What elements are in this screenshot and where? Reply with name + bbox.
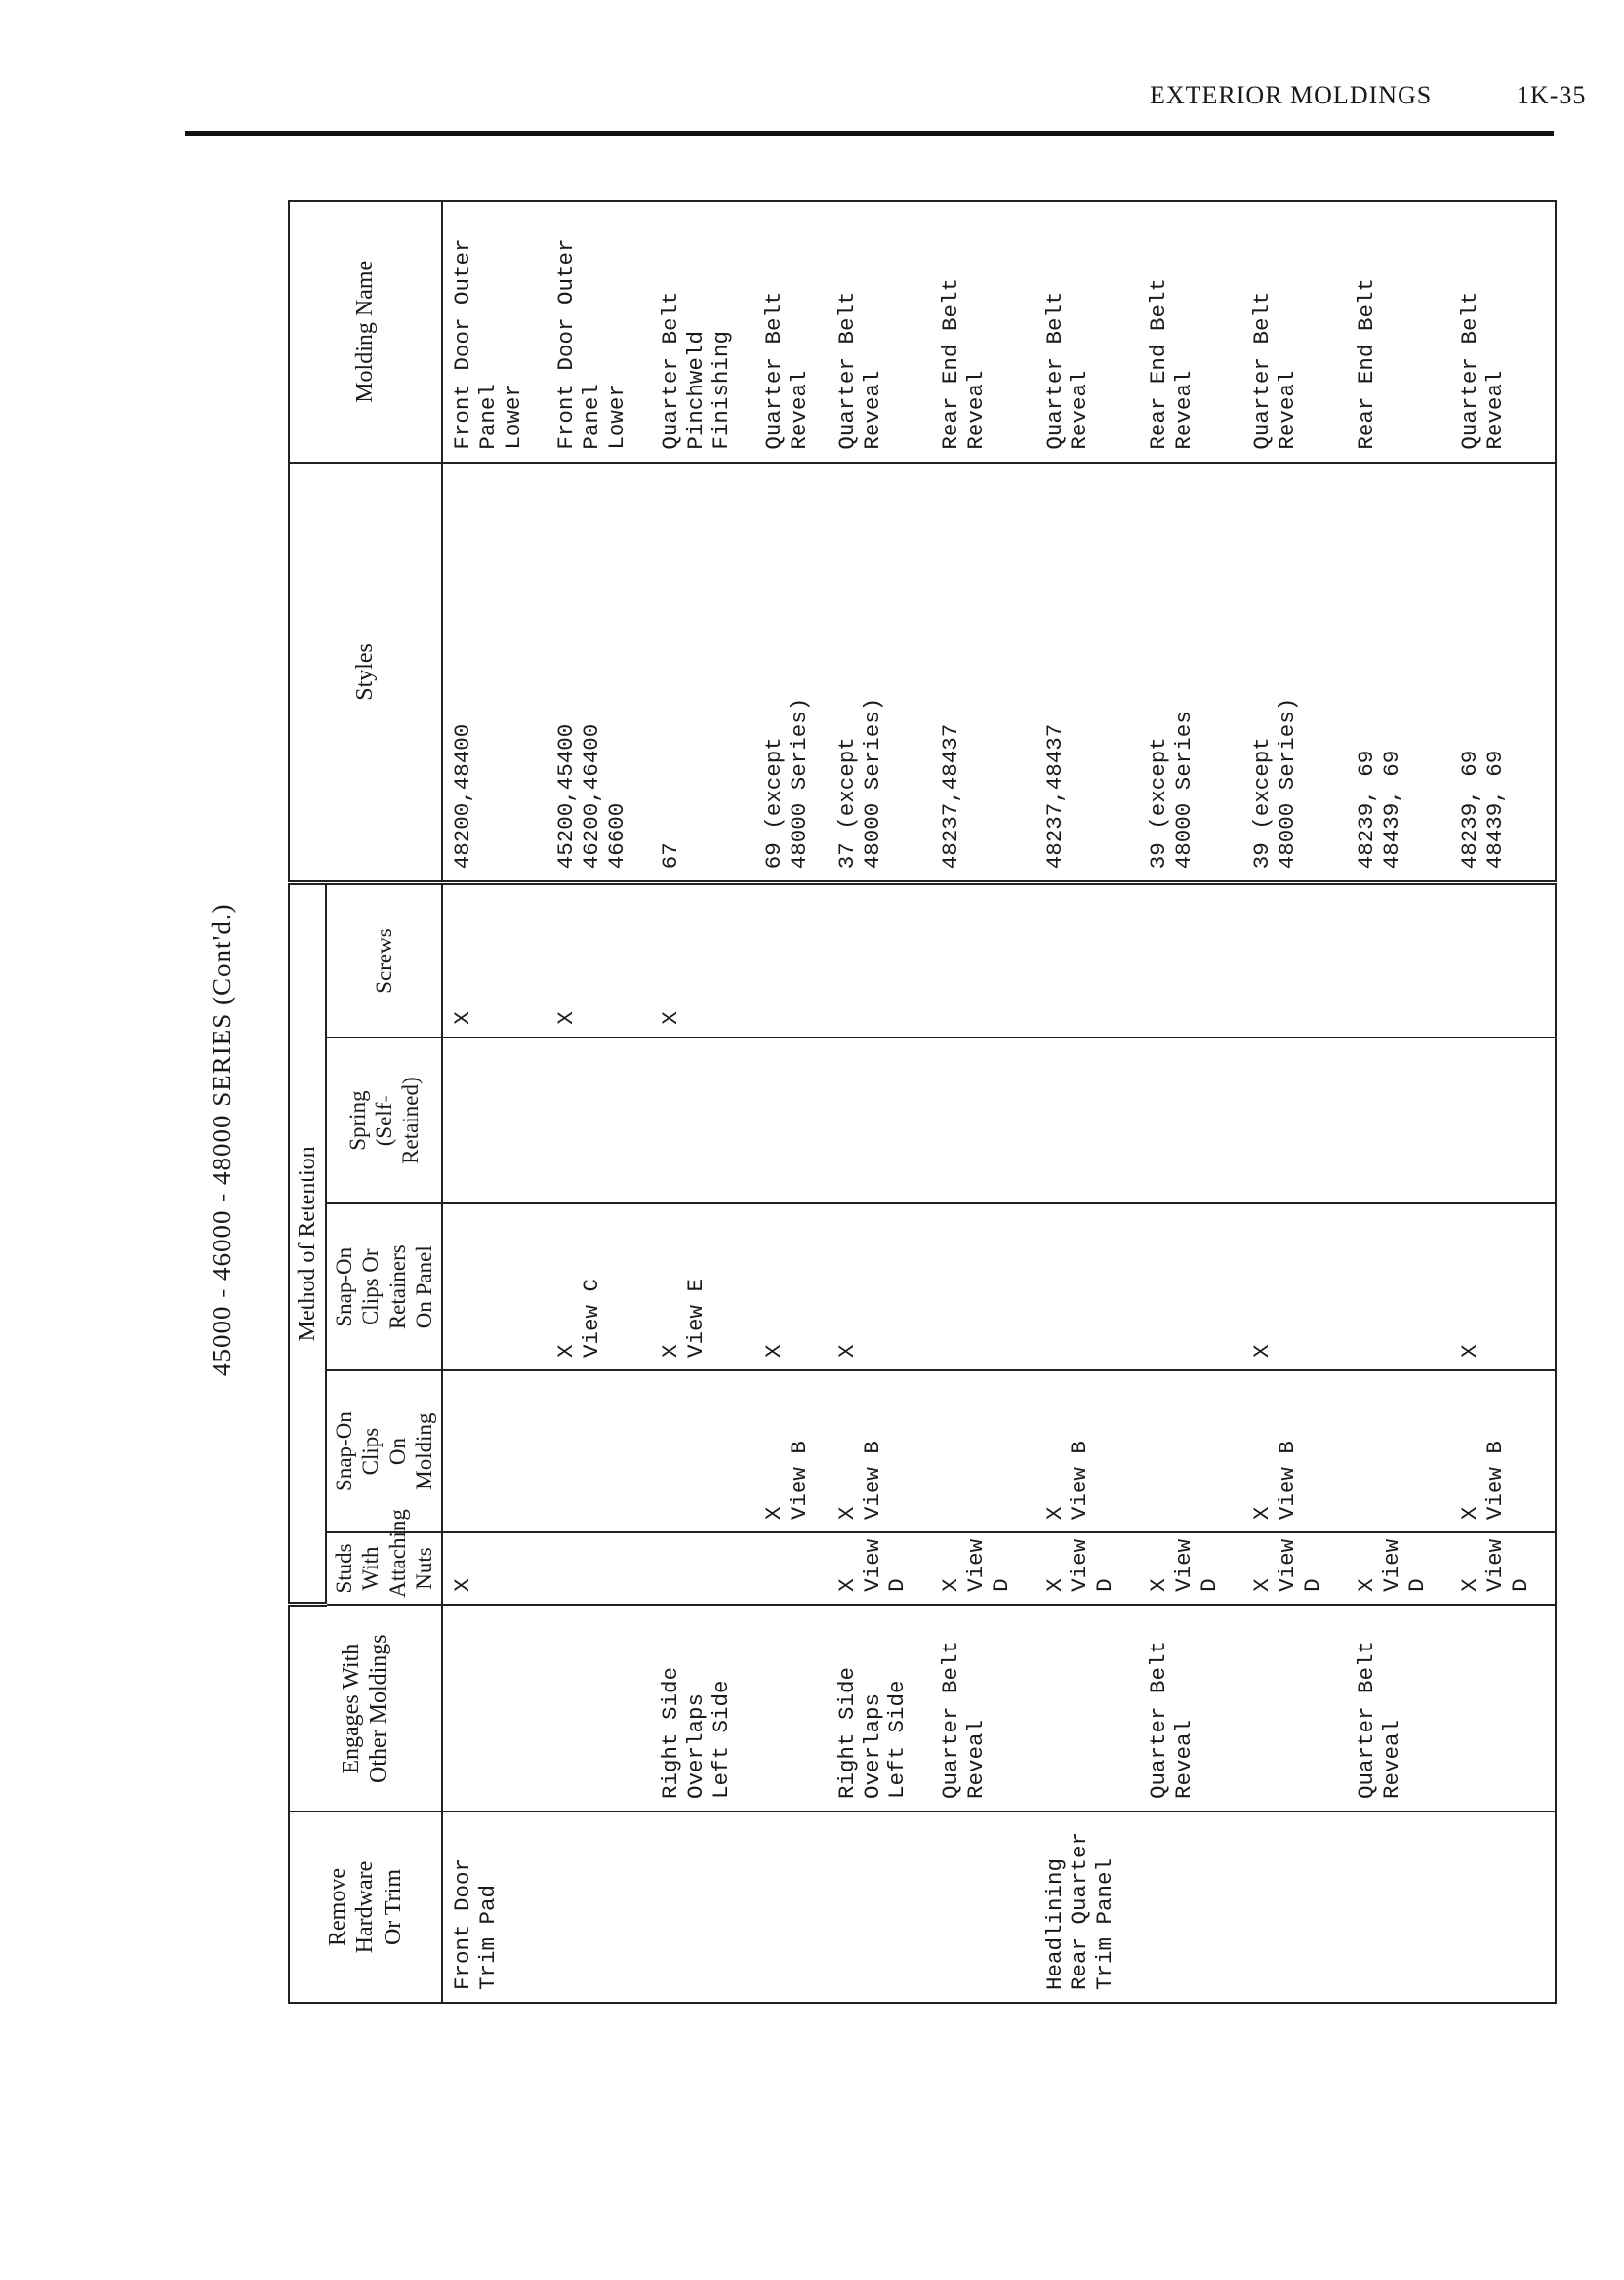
page-number: 1K-35 <box>1517 81 1587 109</box>
cell-screws <box>1450 883 1556 1038</box>
cell-remove-hardware <box>828 1812 931 2003</box>
cell-molding-name: Quarter Belt Reveal <box>1035 201 1139 463</box>
section-title: EXTERIOR MOLDINGS <box>1150 81 1433 109</box>
cell-snap-on-molding: X View B <box>1450 1370 1556 1532</box>
cell-snap-on-molding: X View B <box>1035 1370 1139 1532</box>
cell-screws <box>1242 883 1346 1038</box>
cell-spring <box>754 1038 827 1204</box>
cell-snap-on-panel: X <box>828 1203 931 1370</box>
cell-snap-on-molding <box>1347 1370 1450 1532</box>
cell-studs <box>651 1532 754 1605</box>
cell-remove-hardware <box>931 1812 1035 2003</box>
cell-styles: 37 (except 48000 Series) <box>828 463 931 883</box>
cell-studs <box>754 1532 827 1605</box>
cell-snap-on-panel <box>1035 1203 1139 1370</box>
cell-remove-hardware <box>1139 1812 1242 2003</box>
cell-remove-hardware <box>1347 1812 1450 2003</box>
cell-spring <box>442 1038 548 1204</box>
cell-studs: X View D <box>1035 1532 1139 1605</box>
cell-studs: X View D <box>1450 1532 1556 1605</box>
cell-spring <box>1347 1038 1450 1204</box>
cell-engages-with: Quarter Belt Reveal <box>931 1605 1035 1812</box>
cell-engages-with: Quarter Belt Reveal <box>1139 1605 1242 1812</box>
cell-styles: 39 (except 48000 Series <box>1139 463 1242 883</box>
header-engages-with: Engages With Other Moldings <box>289 1605 442 1812</box>
cell-snap-on-molding <box>651 1370 754 1532</box>
table-row <box>442 201 548 2003</box>
cell-screws <box>931 883 1035 1038</box>
header-screws: Screws <box>326 883 442 1038</box>
cell-snap-on-panel: X <box>1450 1203 1556 1370</box>
cell-molding-name: Quarter Belt Reveal <box>828 201 931 463</box>
cell-screws <box>1139 883 1242 1038</box>
cell-remove-hardware <box>651 1812 754 2003</box>
molding-retention-table <box>288 200 1557 2004</box>
cell-styles: 48239, 69 48439, 69 <box>1450 463 1556 883</box>
cell-screws: X <box>547 883 650 1038</box>
cell-molding-name: Rear End Belt Reveal <box>1139 201 1242 463</box>
cell-spring <box>1450 1038 1556 1204</box>
cell-spring <box>651 1038 754 1204</box>
header-remove-hardware: Remove Hardware Or Trim <box>289 1812 442 2003</box>
table-row <box>754 201 827 2003</box>
cell-remove-hardware: Front Door Trim Pad <box>442 1812 548 2003</box>
cell-engages-with: Quarter Belt Reveal <box>1347 1605 1450 1812</box>
cell-styles: 48237,48437 <box>931 463 1035 883</box>
table-row <box>1347 201 1450 2003</box>
cell-snap-on-panel: X View C <box>547 1203 650 1370</box>
header-studs: Studs With Attaching Nuts <box>326 1532 442 1605</box>
header-spring: Spring (Self- Retained) <box>326 1038 442 1204</box>
cell-studs: X View D <box>1347 1532 1450 1605</box>
cell-snap-on-molding <box>442 1370 548 1532</box>
cell-spring <box>1139 1038 1242 1204</box>
cell-snap-on-panel <box>442 1203 548 1370</box>
cell-molding-name: Front Door Outer Panel Lower <box>442 201 548 463</box>
cell-screws <box>1347 883 1450 1038</box>
cell-molding-name: Quarter Belt Reveal <box>1450 201 1556 463</box>
cell-studs <box>547 1532 650 1605</box>
cell-engages-with <box>754 1605 827 1812</box>
cell-snap-on-panel <box>1139 1203 1242 1370</box>
cell-engages-with <box>1450 1605 1556 1812</box>
cell-molding-name: Rear End Belt Reveal <box>931 201 1035 463</box>
table-row <box>1139 201 1242 2003</box>
cell-screws: X <box>442 883 548 1038</box>
cell-engages-with <box>1242 1605 1346 1812</box>
header-snap-on-panel: Snap-On Clips Or Retainers On Panel <box>326 1203 442 1370</box>
cell-spring <box>931 1038 1035 1204</box>
cell-remove-hardware: Headlining Rear Quarter Trim Panel <box>1035 1812 1139 2003</box>
header-molding-name: Molding Name <box>289 201 442 463</box>
table-row <box>828 201 931 2003</box>
cell-molding-name: Quarter Belt Pinchweld Finishing <box>651 201 754 463</box>
table-row <box>547 201 650 2003</box>
cell-remove-hardware <box>1242 1812 1346 2003</box>
cell-engages-with <box>442 1605 548 1812</box>
cell-styles: 69 (except 48000 Series) <box>754 463 827 883</box>
cell-remove-hardware <box>547 1812 650 2003</box>
cell-remove-hardware <box>754 1812 827 2003</box>
cell-snap-on-panel <box>1347 1203 1450 1370</box>
cell-snap-on-molding: X View B <box>828 1370 931 1532</box>
cell-snap-on-molding <box>931 1370 1035 1532</box>
cell-engages-with <box>1035 1605 1139 1812</box>
table-row <box>1035 201 1139 2003</box>
cell-styles: 48237,48437 <box>1035 463 1139 883</box>
cell-screws: X <box>651 883 754 1038</box>
cell-spring <box>1242 1038 1346 1204</box>
cell-studs: X View D <box>1139 1532 1242 1605</box>
cell-studs: X View D <box>931 1532 1035 1605</box>
header-styles: Styles <box>289 463 442 883</box>
cell-styles: 45200,45400 46200,46400 46600 <box>547 463 650 883</box>
cell-molding-name: Rear End Belt <box>1347 201 1450 463</box>
cell-styles: 48200,48400 <box>442 463 548 883</box>
cell-snap-on-molding: X View B <box>1242 1370 1346 1532</box>
cell-styles: 48239, 69 48439, 69 <box>1347 463 1450 883</box>
cell-snap-on-molding <box>1139 1370 1242 1532</box>
cell-studs: X View D <box>828 1532 931 1605</box>
cell-snap-on-panel <box>931 1203 1035 1370</box>
cell-snap-on-panel: X View E <box>651 1203 754 1370</box>
table-row <box>1242 201 1346 2003</box>
header-method-of-retention: Method of Retention <box>289 883 326 1605</box>
table-row <box>931 201 1035 2003</box>
retention-table-wrapper <box>288 200 1557 2004</box>
header-rule <box>185 131 1554 136</box>
table-row <box>1450 201 1556 2003</box>
series-title: 45000 - 46000 - 48000 SERIES (Cont'd.) <box>207 903 236 1376</box>
cell-spring <box>547 1038 650 1204</box>
cell-engages-with <box>547 1605 650 1812</box>
cell-snap-on-molding <box>547 1370 650 1532</box>
cell-studs: X View D <box>1242 1532 1346 1605</box>
cell-styles: 39 (except 48000 Series) <box>1242 463 1346 883</box>
cell-molding-name: Quarter Belt Reveal <box>754 201 827 463</box>
cell-screws <box>828 883 931 1038</box>
cell-studs: X <box>442 1532 548 1605</box>
cell-snap-on-panel: X <box>1242 1203 1346 1370</box>
cell-snap-on-panel: X <box>754 1203 827 1370</box>
cell-molding-name: Front Door Outer Panel Lower <box>547 201 650 463</box>
cell-remove-hardware <box>1450 1812 1556 2003</box>
header-snap-on-molding: Snap-On Clips On Molding <box>326 1370 442 1532</box>
cell-engages-with: Right Side Overlaps Left Side <box>828 1605 931 1812</box>
cell-spring <box>828 1038 931 1204</box>
cell-snap-on-molding: X View B <box>754 1370 827 1532</box>
cell-spring <box>1035 1038 1139 1204</box>
cell-engages-with: Right Side Overlaps Left Side <box>651 1605 754 1812</box>
cell-styles: 67 <box>651 463 754 883</box>
cell-screws <box>1035 883 1139 1038</box>
cell-screws <box>754 883 827 1038</box>
table-row <box>651 201 754 2003</box>
cell-molding-name: Quarter Belt Reveal <box>1242 201 1346 463</box>
